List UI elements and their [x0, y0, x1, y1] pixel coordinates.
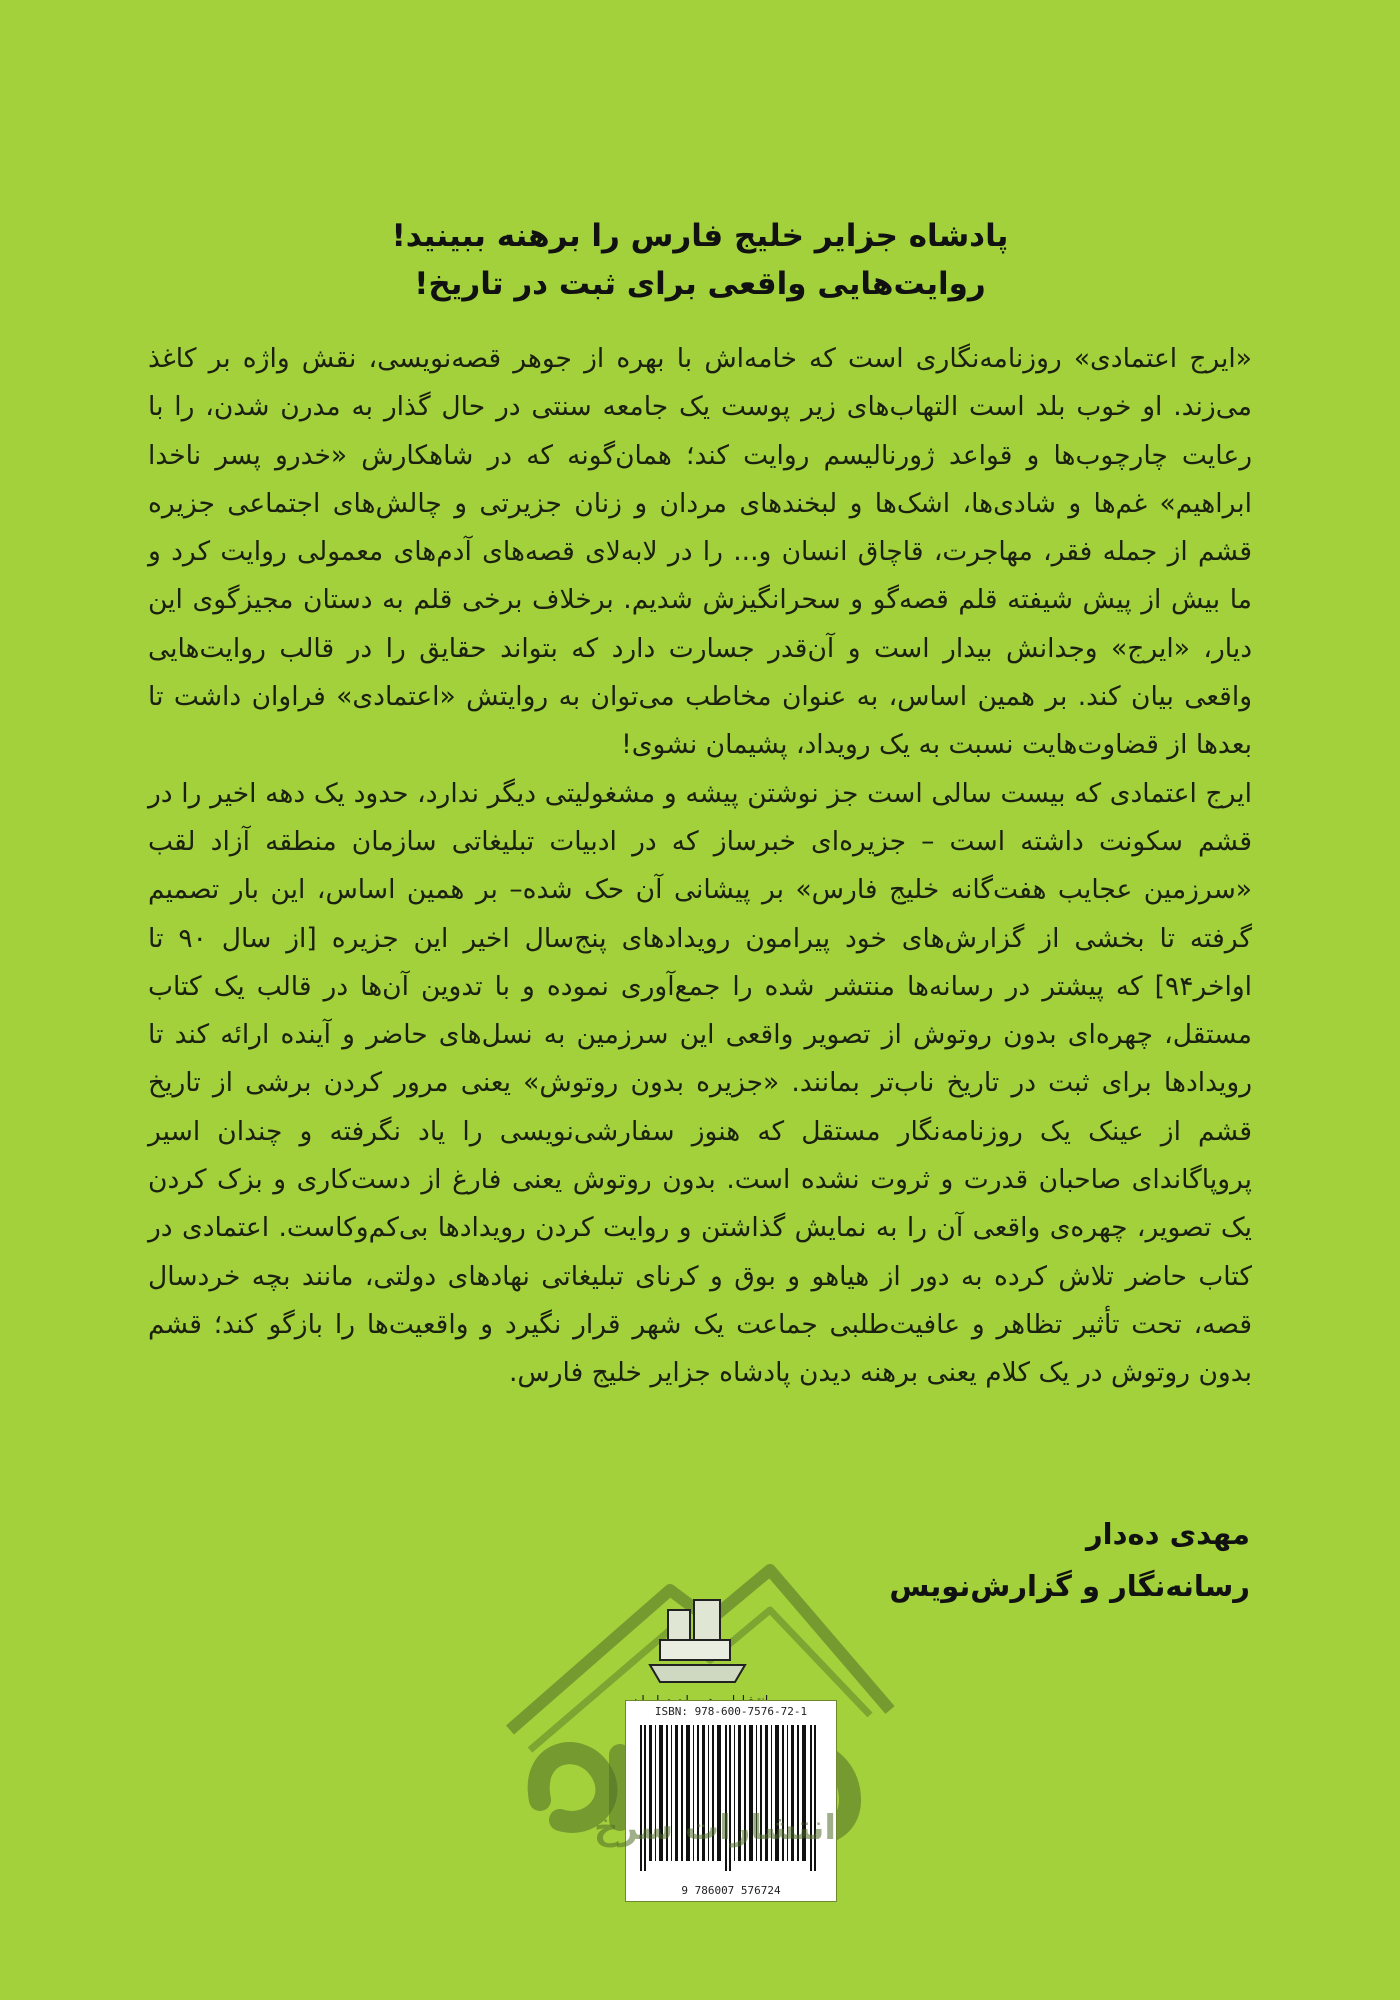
watermark-text: انتشارات سرخ	[594, 1808, 836, 1848]
blurb-paragraph-2: ایرج اعتمادی که بیست سالی است جز نوشتن پیشه و مشغولیتی دیگر ندارد، حدود یک دهه اخیر را در قشم سکونت داشته است – جزیره‌ای خبرساز که در ادبیات تبلیغاتی سازمان منطقه آزاد لقب «سرزمین عجایب هفت‌گانه خلیج فارس» بر پیشانی آن حک شده– بر همین اساس، این بار تصمیم گرفته تا بخشی از گزارش‌های خود پیرامون رویدادهای پنج‌سال اخیر این جزیره [از سال ۹۰ تا اواخر۹۴] که پیشتر در رسانه‌ها منتشر شده را جمع‌آوری نموده و با تدوین آن‌ها در قالب یک کتاب مستقل، چهره‌ای بدون روتوش از تصویر واقعی این سرزمین به نسل‌های حاضر و آینده ارائه کند تا رویدادها برای ثبت در تاریخ ناب‌تر بمانند. «جزیره بدون روتوش» یعنی مرور کردن برشی از تاریخ قشم از عینک یک روزنامه‌نگار مستقل که هنوز سفارشی‌نویسی را یاد نگرفته و چندان اسیر پروپاگاندای صاحبان قدرت و ثروت نشده است. بدون روتوش یعنی فارغ از دست‌کاری و بزک کردن یک تصویر، چهره‌ی واقعی آن را به نمایش گذاشتن و روایت کردن رویدادها بی‌کم‌وکاست. اعتمادی در کتاب حاضر تلاش کرده به دور از هیاهو و بوق و کرنای تبلیغاتی نهادهای دولتی، مانند بچه خردسال قصه، تحت تأثیر تظاهر و عافیت‌طلبی جماعت یک شهر قرار نگیرد و واقعیت‌ها را بازگو کند؛ قشم بدون روتوش در یک کلام یعنی برهنه دیدن پادشاه جزایر خلیج فارس.	[148, 777, 1253, 1389]
barcode	[625, 1700, 837, 1902]
isbn-label: ISBN: 978-600-7576-72-1	[654, 1705, 808, 1718]
signature-role: رسانه‌نگار و گزارش‌نویس	[889, 1569, 1250, 1603]
headline-line-1: پادشاه جزایر خلیج فارس را برهنه ببینید!	[391, 218, 1009, 254]
publisher-emblem-icon	[650, 1600, 745, 1682]
headline-line-2: روایت‌هایی واقعی برای ثبت در تاریخ!	[414, 266, 986, 302]
signature	[889, 1508, 1250, 1612]
barcode-bars-icon	[636, 1725, 826, 1871]
blurb-text	[148, 335, 1252, 1398]
signature-name: مهدی ده‌دار	[1085, 1517, 1250, 1551]
barcode-digits: 9 786007 576724	[681, 1884, 781, 1897]
headline	[150, 212, 1250, 308]
blurb-paragraph-1: «ایرج اعتمادی» روزنامه‌نگاری است که خامه‌اش با بهره از جوهر قصه‌نویسی، نقش واژه بر کاغذ می‌زند. او خوب بلد است التهاب‌های زیر پوست یک جامعه سنتی در حال گذار به مدرن شدن، را با رعایت چارچوب‌ها و قواعد ژورنالیسم روایت کند؛ همان‌گونه که در شاهکارش «خدرو پسر ناخدا ابراهیم» غم‌ها و شادی‌ها، اشک‌ها و لبخندهای مردان و زنان جزیرتی و چالش‌های اجتماعی جزیره قشم از جمله فقر، مهاجرت، قاچاق انسان و... را در لابه‌لای قصه‌های آدم‌های معمولی روایت کرد و ما بیش از پیش شیفته قلم قصه‌گو و سحرانگیزش شدیم. برخلاف برخی قلم به دستان مجیزگوی این دیار، «ایرج» وجدانش بیدار است و آن‌قدر جسارت دارد که بتواند حقایق را در قالب روایت‌هایی واقعی بیان کند. بر همین اساس، به عنوان مخاطب می‌توان به روایتش «اعتمادی» فراوان داشت تا بعدها از قضاوت‌هایت نسبت به یک رویداد، پشیمان نشوی!	[148, 343, 1252, 761]
